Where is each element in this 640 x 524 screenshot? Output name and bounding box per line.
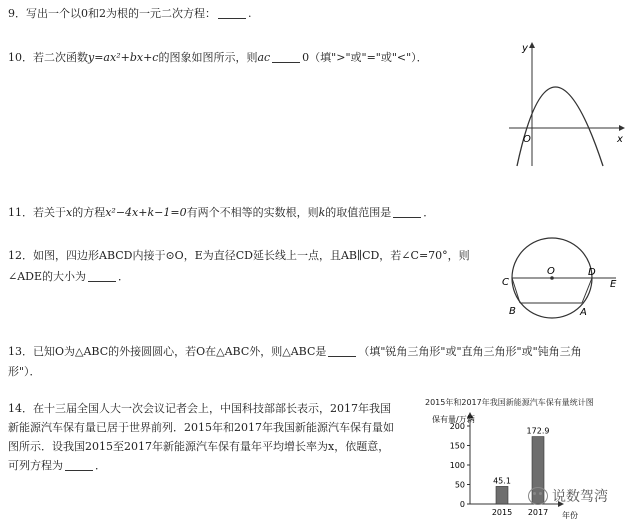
question-14-line1: [8, 400, 391, 418]
chart-x-label: 年份: [562, 511, 578, 520]
question-11: [8, 204, 434, 222]
y-tick-label: 200: [449, 422, 465, 431]
question-9: [8, 5, 252, 23]
q14-answer-blank[interactable]: [65, 458, 93, 471]
bar-value-label: 172.9: [526, 426, 550, 436]
q13-number: 13: [8, 345, 22, 358]
q14-tail: ．: [95, 459, 106, 472]
x-axis-label: x: [617, 134, 623, 145]
bar-2015: [496, 486, 508, 504]
watermark-text: 说数驾湾: [552, 489, 608, 505]
q11-text-a: ．若关于: [22, 206, 66, 219]
question-14-line4: [8, 457, 106, 475]
label-o: O: [547, 266, 555, 277]
q12-circle-figure: [498, 236, 628, 324]
label-d: D: [588, 267, 596, 278]
q11-text-c: 有两个不相等的实数根，则: [186, 206, 319, 219]
q10-expr: ac: [257, 51, 271, 64]
y-axis-arrow: [529, 42, 535, 48]
q10-answer-blank[interactable]: [272, 50, 300, 63]
q9-text: ．写出一个以0和2为根的一元二次方程：: [15, 7, 216, 20]
y-tick-label: 100: [449, 461, 465, 470]
y-tick-label: 0: [459, 500, 465, 509]
question-12-line1: [8, 247, 470, 265]
label-c: C: [502, 277, 509, 288]
question-12-line2: [8, 268, 129, 286]
q11-number: 11: [8, 206, 22, 219]
q13-line1-a: ．已知O为△ABC的外接圆圆心，若O在△ABC外，则△ABC是: [22, 345, 327, 358]
q14-line3: 图所示．设我国2015至2017年新能源汽车保有量年平均增长率为x，依题意，: [8, 440, 390, 453]
parabola-curve: [517, 87, 603, 166]
wechat-icon: [528, 487, 548, 505]
question-13-line2: [8, 363, 41, 381]
q9-tail: .: [248, 7, 252, 20]
q12-line2: ∠ADE的大小为: [8, 270, 87, 283]
q11-text-b: 的方程: [72, 206, 106, 219]
q14-number: 14: [8, 402, 22, 415]
y-axis-label: y: [522, 43, 528, 54]
x-tick-label: 2017: [527, 508, 549, 517]
q10-text-b: 的图象如图所示，则: [158, 51, 258, 64]
q11-formula: x²−4x+k−1=0: [105, 206, 187, 219]
q11-var: x: [66, 206, 73, 219]
q9-number: 9: [8, 7, 15, 20]
chart-y-label: 保有量/万辆: [432, 415, 475, 424]
x-tick-label: 2015: [491, 508, 513, 517]
q10-text-a: ．若二次函数: [22, 51, 88, 64]
q13-line1-b: （填"锐角三角形"或"直角三角形"或"钝角三角: [358, 345, 582, 358]
q10-formula: y=ax²+bx+c: [88, 51, 159, 64]
q14-line1: ．在十三届全国人大一次会议记者会上，中国科技部部长表示，2017年我国: [22, 402, 391, 415]
label-b: B: [509, 306, 516, 317]
q13-answer-blank[interactable]: [328, 344, 356, 357]
q11-tail: ．: [423, 206, 435, 219]
side-cb: [512, 278, 520, 303]
q14-line4: 可列方程为: [8, 459, 63, 472]
q12-answer-blank[interactable]: [88, 269, 116, 282]
q14-line2: 新能源汽车保有量已居于世界前列．2015年和2017年我国新能源汽车保有量如: [8, 421, 394, 434]
q11-k: k: [318, 206, 326, 219]
q12-number: 12: [8, 249, 22, 262]
question-13-line1: [8, 343, 582, 361]
chart-title: 2015年和2017年我国新能源汽车保有量统计图: [425, 398, 594, 407]
q9-answer-blank[interactable]: [218, 6, 246, 19]
question-10: [8, 49, 428, 67]
q11-text-d: 的取值范围是: [325, 206, 392, 219]
q12-line1: ．如图，四边形ABCD内接于⊙O，E为直径CD延长线上一点，且AB∥CD，若∠C=70°，则: [22, 249, 470, 262]
bar-value-label: 45.1: [493, 476, 511, 486]
q10-number: 10: [8, 51, 22, 64]
label-a: A: [580, 307, 587, 318]
y-tick-label: 150: [449, 441, 465, 451]
q13-line2: 形"）．: [8, 365, 41, 378]
question-14-line3: [8, 438, 389, 456]
q10-parabola-graph: [505, 38, 625, 168]
label-e: E: [610, 279, 617, 290]
q11-answer-blank[interactable]: [393, 205, 421, 218]
q10-text-c: 0（填">"或"="或"<"）．: [302, 51, 428, 64]
q12-tail: ．: [118, 270, 130, 283]
watermark: [528, 486, 608, 506]
y-tick-label: 50: [454, 480, 465, 490]
origin-label: O: [523, 134, 531, 145]
question-14-line2: [8, 419, 394, 437]
x-axis-arrow: [619, 125, 625, 131]
